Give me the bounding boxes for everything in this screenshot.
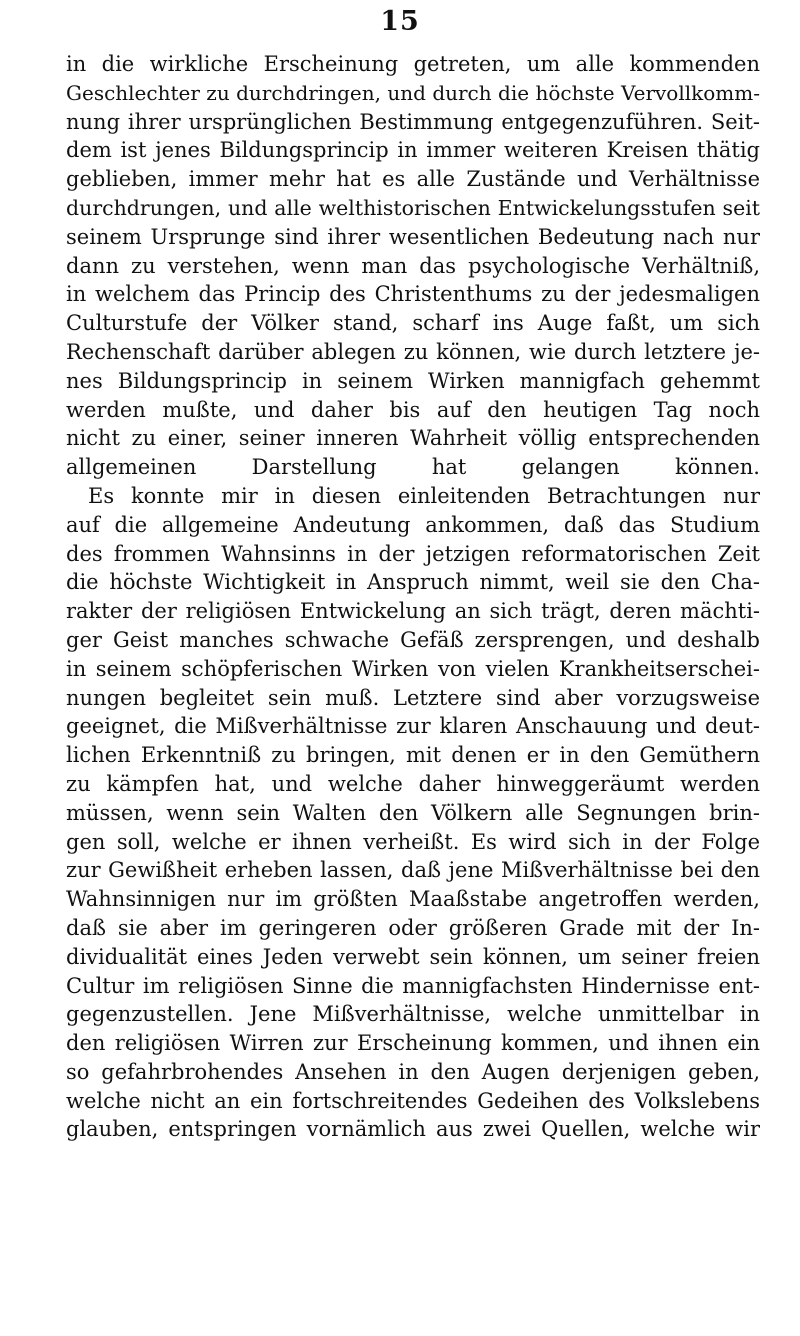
text-line: Wahnsinnigen nur im größten Maaßstabe angetroffen werden,: [66, 887, 760, 912]
text-line: seinem Ursprunge sind ihrer wesentlichen Bedeutung nach nur: [66, 224, 760, 249]
text-line: nungen begleitet sein muß. Letztere sind aber vorzugsweise: [66, 685, 760, 710]
text-line: so gefahrbrohendes Ansehen in den Augen derjenigen geben,: [66, 1059, 760, 1084]
text-line: müssen, wenn sein Walten den Völkern alle Segnungen brin-: [66, 800, 760, 825]
body-text: [66, 50, 760, 1144]
text-line: rakter der religiösen Entwickelung an sich trägt, deren mächti-: [66, 599, 760, 624]
text-line: ger Geist manches schwache Gefäß zersprengen, und deshalb: [66, 627, 760, 652]
text-line: welche nicht an ein fortschreitendes Gedeihen des Volkslebens: [66, 1088, 760, 1113]
text-line: auf die allgemeine Andeutung ankommen, daß das Studium: [66, 512, 760, 537]
text-line: geeignet, die Mißverhältnisse zur klaren Anschauung und deut-: [66, 714, 760, 739]
text-line: dividualität eines Jeden verwebt sein können, um seiner freien: [66, 944, 760, 969]
text-line: zu kämpfen hat, und welche daher hinweggeräumt werden: [66, 771, 760, 796]
text-line: lichen Erkenntniß zu bringen, mit denen er in den Gemüthern: [66, 743, 760, 768]
text-line: Geschlechter zu durchdringen, und durch die höchste Vervollkomm-: [66, 80, 760, 105]
text-line: Cultur im religiösen Sinne die mannigfachsten Hindernisse ent-: [66, 973, 760, 998]
text-line: werden mußte, und daher bis auf den heutigen Tag noch: [66, 397, 760, 422]
text-line: geblieben, immer mehr hat es alle Zustände und Verhältnisse: [66, 167, 760, 192]
text-line: dann zu verstehen, wenn man das psychologische Verhältniß,: [66, 253, 760, 278]
text-line: zur Gewißheit erheben lassen, daß jene Mißverhältnisse bei den: [66, 858, 760, 883]
text-line: Rechenschaft darüber ablegen zu können, wie durch letztere je-: [66, 339, 760, 364]
text-line: Es konnte mir in diesen einleitenden Betrachtungen nur: [88, 483, 760, 508]
text-line: Culturstufe der Völker stand, scharf ins Auge faßt, um sich: [66, 311, 760, 336]
text-line: des frommen Wahnsinns in der jetzigen reformatorischen Zeit: [66, 541, 760, 566]
text-line: glauben, entspringen vornämlich aus zwei Quellen, welche wir: [66, 1117, 760, 1142]
text-line: nes Bildungsprincip in seinem Wirken mannigfach gehemmt: [66, 368, 760, 393]
text-line: in die wirkliche Erscheinung getreten, um alle kommenden: [66, 52, 760, 76]
text-line: in seinem schöpferischen Wirken von vielen Krankheitserschei-: [66, 656, 760, 681]
text-line: gegenzustellen. Jene Mißverhältnisse, welche unmittelbar in: [66, 1002, 760, 1027]
text-line: gen soll, welche er ihnen verheißt. Es wird sich in der Folge: [66, 829, 760, 854]
text-line: den religiösen Wirren zur Erscheinung kommen, und ihnen ein: [66, 1031, 760, 1056]
text-line: nicht zu einer, seiner inneren Wahrheit völlig entsprechenden: [66, 426, 760, 451]
text-line: durchdrungen, und alle welthistorischen Entwickelungsstufen seit: [66, 195, 760, 220]
text-line: in welchem das Princip des Christenthums zu der jedesmaligen: [66, 282, 760, 307]
text-line: nung ihrer ursprünglichen Bestimmung entgegenzuführen. Seit-: [66, 109, 760, 134]
text-line: daß sie aber im geringeren oder größeren Grade mit der In-: [66, 915, 760, 940]
text-line: allgemeinen Darstellung hat gelangen können.: [66, 455, 760, 480]
page-number: 15: [380, 6, 420, 37]
text-line: die höchste Wichtigkeit in Anspruch nimmt, weil sie den Cha-: [66, 570, 760, 595]
text-line: dem ist jenes Bildungsprincip in immer weiteren Kreisen thätig: [66, 138, 760, 163]
